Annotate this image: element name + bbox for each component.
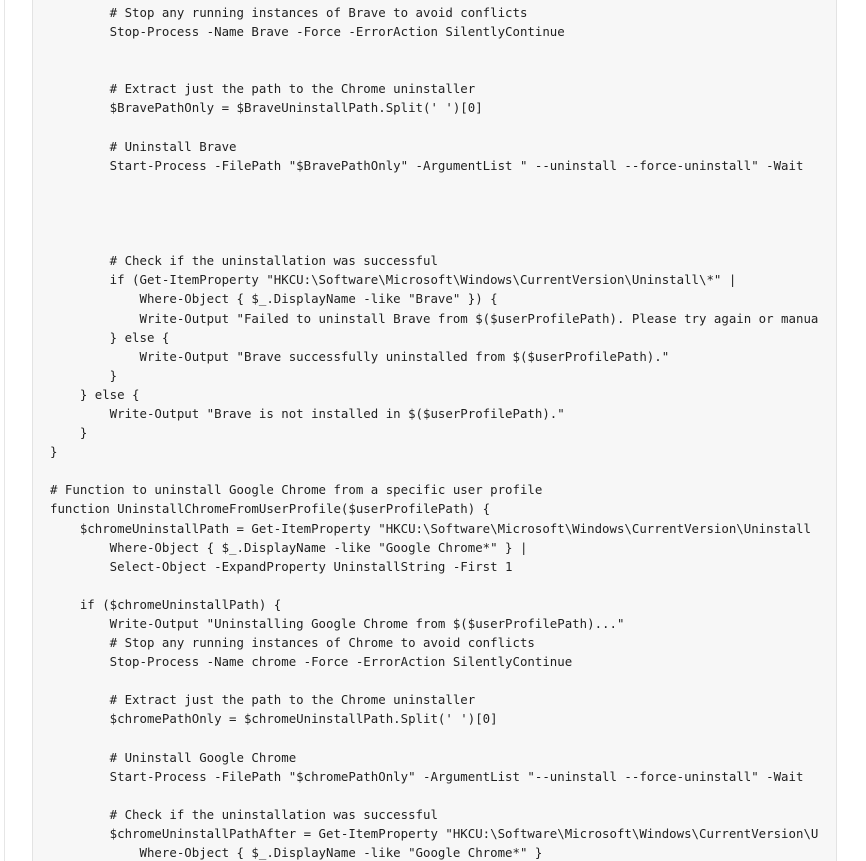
code-line: # Check if the uninstallation was successful: [50, 806, 438, 822]
code-line: # Extract just the path to the Chrome uninstaller: [50, 81, 476, 97]
code-line: Write-Output "Uninstalling Google Chrome from $($userProfilePath)...": [50, 616, 625, 631]
code-line: [50, 213, 818, 232]
code-line: Where-Object { $_.DisplayName -like "Google Chrome*" } |: [50, 539, 528, 555]
code-line: Stop-Process -Name Brave -Force -ErrorAction SilentlyContinue: [50, 24, 565, 40]
code-line: Where-Object { $_.DisplayName -like "Brave" }) {: [50, 291, 498, 307]
code-line: [50, 175, 818, 194]
code-line: Write-Output "Brave successfully uninstalled from $($userProfilePath).": [50, 348, 670, 364]
code-line: $chromeUninstallPath = Get-ItemProperty "HKCU:\Software\Microsoft\Windows\CurrentVersion\Uninstall: [50, 520, 811, 536]
code-line: # Extract just the path to the Chrome uninstaller: [50, 692, 476, 708]
code-line: }: [50, 367, 118, 383]
code-line: # Uninstall Google Chrome: [50, 749, 297, 765]
left-divider: [4, 0, 5, 861]
code-line: }: [50, 425, 88, 441]
code-line: Start-Process -FilePath "$BravePathOnly" -ArgumentList " --uninstall --force-uninstall" -Wait: [50, 157, 804, 173]
code-line: if ($chromeUninstallPath) {: [50, 596, 282, 612]
code-line: [50, 671, 818, 690]
code-line: [50, 786, 818, 805]
code-line: [50, 194, 818, 213]
code-line: # Stop any running instances of Brave to avoid conflicts: [50, 5, 528, 20]
code-line: $chromeUninstallPathAfter = Get-ItemProperty "HKCU:\Software\Microsoft\Windows\CurrentVersion\U: [50, 826, 819, 842]
code-line: } else {: [50, 329, 170, 345]
code-line: [50, 729, 818, 748]
right-gutter: [837, 0, 866, 861]
code-line: # Stop any running instances of Chrome to avoid conflicts: [50, 635, 535, 651]
code-line: # Check if the uninstallation was successful: [50, 253, 438, 269]
code-line: function UninstallChromeFromUserProfile($userProfilePath) {: [50, 501, 491, 517]
code-line: $chromePathOnly = $chromeUninstallPath.Split(' ')[0]: [50, 711, 498, 727]
code-line: if (Get-ItemProperty "HKCU:\Software\Microsoft\Windows\CurrentVersion\Uninstall\*" |: [50, 272, 737, 288]
code-line: [50, 232, 818, 251]
code-line: Write-Output "Brave is not installed in $($userProfilePath).": [50, 405, 565, 421]
code-line: Where-Object { $_.DisplayName -like "Google Chrome*" }: [50, 845, 543, 861]
code-text[interactable]: [50, 3, 818, 861]
code-line: Start-Process -FilePath "$chromePathOnly" -ArgumentList "--uninstall --force-uninstall" -Wait: [50, 768, 804, 784]
code-line: [50, 60, 818, 79]
code-block[interactable]: [32, 0, 837, 861]
code-line: Select-Object -ExpandProperty UninstallString -First 1: [50, 558, 513, 574]
code-line: [50, 41, 818, 60]
code-line: Write-Output "Failed to uninstall Brave from $($userProfilePath). Please try again or manua: [50, 310, 819, 326]
code-line: $BravePathOnly = $BraveUninstallPath.Split(' ')[0]: [50, 100, 483, 116]
code-line: } else {: [50, 386, 140, 402]
code-line: # Uninstall Brave: [50, 138, 237, 154]
code-line: [50, 118, 818, 137]
code-line: [50, 576, 818, 595]
code-line: }: [50, 444, 58, 460]
code-line: [50, 461, 818, 480]
code-line: # Function to uninstall Google Chrome from a specific user profile: [50, 482, 543, 498]
code-line: Stop-Process -Name chrome -Force -ErrorAction SilentlyContinue: [50, 654, 573, 670]
